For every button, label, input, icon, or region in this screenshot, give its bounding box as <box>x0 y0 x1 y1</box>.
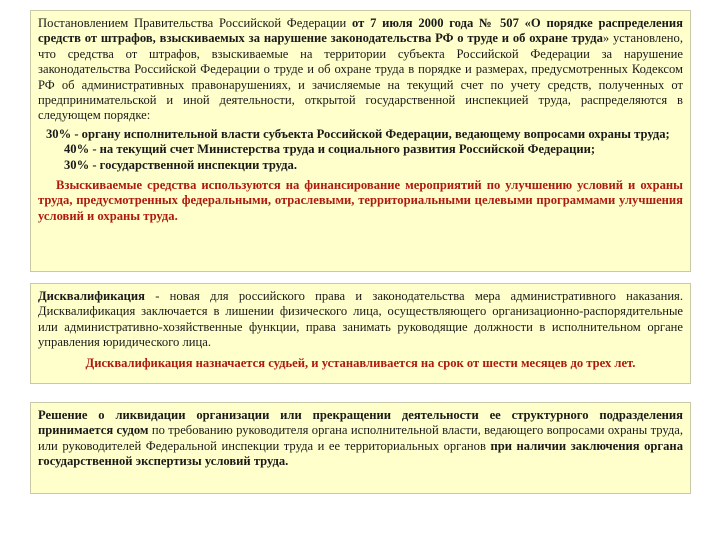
share-item: 30% - государственной инспекции труда. <box>64 157 297 172</box>
disqualification-panel <box>30 283 691 384</box>
funds-usage-note: Взыскиваемые средства используются на финансирование мероприятий по улучшению условий и охраны труда, предусмотренных федеральными, отраслевыми, территориальными целевыми программами улучшения условий и охраны труда. <box>38 178 683 223</box>
liquidation-panel <box>30 402 691 494</box>
decree-title: от 7 июля 2000 года № 507 «О порядке распределения средств от штрафов, взыскиваемых за нарушение законодательства РФ о труде и об охране труда <box>38 16 683 46</box>
disqualification-definition <box>38 289 683 351</box>
distribution-shares <box>38 127 683 173</box>
liquidation-condition: при наличии заключения органа государственной экспертизы условий труда. <box>38 438 683 469</box>
decree-intro: Постановлением Правительства Российской Федерации <box>38 16 353 30</box>
decree-body: » установлено, что средства от штрафов, взыскиваемые на территории субъекта Российской Федерации за нарушение законодательства Российской Федерации о труде и об охране труда в порядке и размерах, предусмотренных Кодексом РФ об административных правонарушениях, и зачисляемые на текущий счет по учету средств, полученных от предпринимательской и иной деятельности, открытой государственной инспекцией труда, распределяются в следующем порядке: <box>38 31 683 123</box>
share-item: 30% - органу исполнительной власти субъекта Российской Федерации, ведающему вопросами охраны труда; <box>46 126 670 141</box>
disqualification-note: Дисквалификация назначается судьей, и устанавливается на срок от шести месяцев до трех лет. <box>85 355 636 370</box>
liquidation-paragraph <box>38 408 683 470</box>
disqualification-text: - новая для российского права и законодательства мера административного наказания. Дисквалификация заключается в лишении физического лица, осуществляющего организационно-распорядительные или административно-хозяйственные функции, права занимать руководящие должности в исполнительном органе управления юридического лица. <box>38 289 683 350</box>
disqualification-term: Дисквалификация <box>38 289 145 303</box>
penalty-distribution-panel <box>30 10 691 272</box>
liquidation-body: по требованию руководителя органа исполнительной власти, ведающего вопросами охраны труда, или руководителей Федеральной инспекции труда и ее территориальных органов <box>38 423 684 453</box>
liquidation-decision: Решение о ликвидации организации или прекращении деятельности ее структурного подразделения принимается судом <box>38 408 683 438</box>
decree-paragraph <box>38 16 683 124</box>
share-item: 40% - на текущий счет Министерства труда и социального развития Российской Федерации; <box>64 142 596 157</box>
